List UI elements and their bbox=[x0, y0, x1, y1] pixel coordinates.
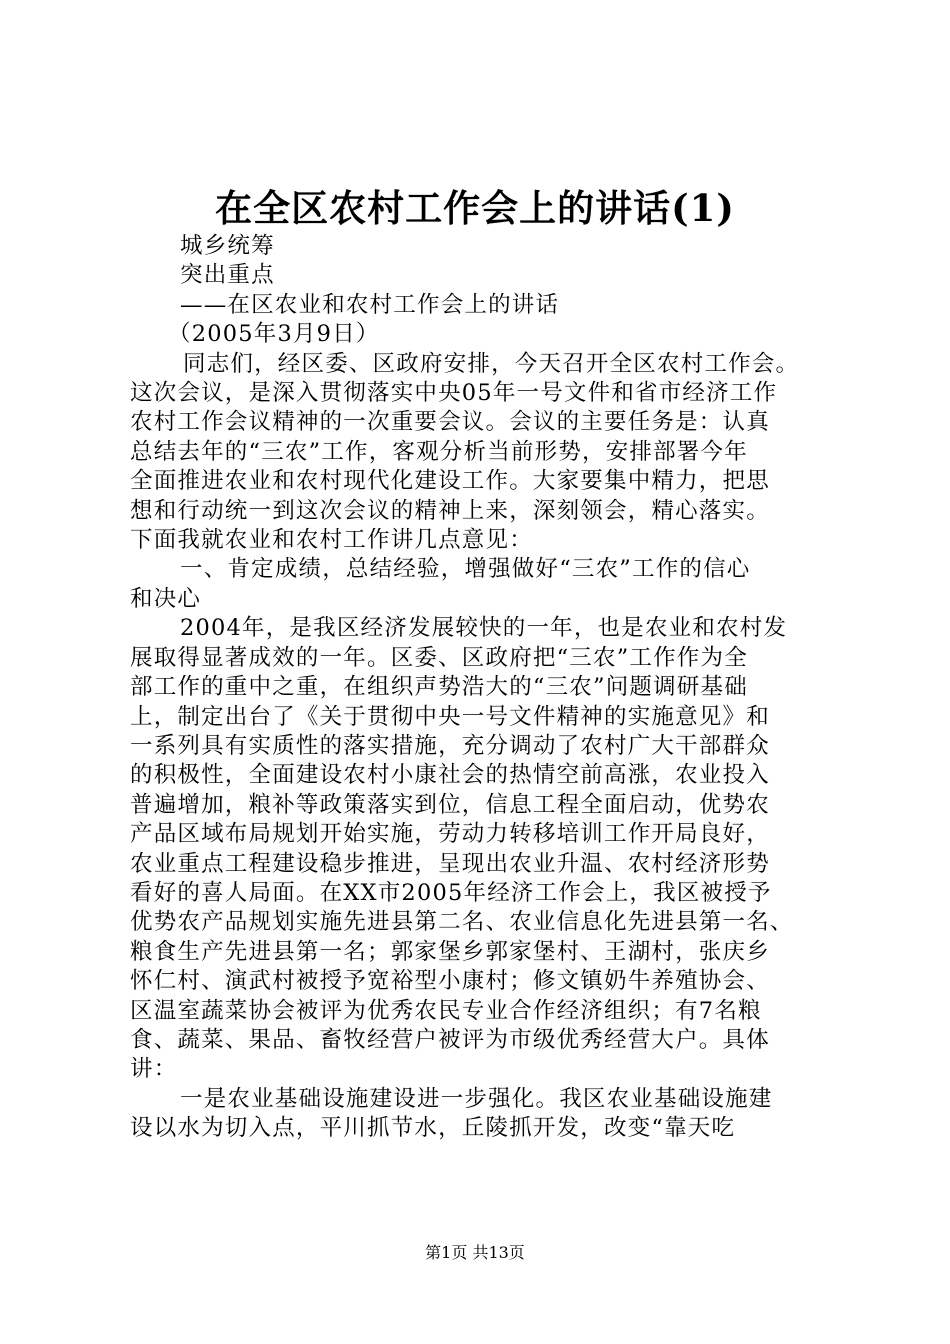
text-line: 普遍增加，粮补等政策落实到位，信息工程全面启动，优势农 bbox=[130, 791, 770, 818]
text-line: 一系列具有实质性的落实措施，充分调动了农村广大干部群众 bbox=[130, 732, 770, 759]
text-line: 一、肯定成绩，总结经验，增强做好“三农”工作的信心 bbox=[180, 556, 751, 583]
subtitle-line: 突出重点 bbox=[180, 262, 275, 289]
text-line: 2004年，是我区经济发展较快的一年，也是农业和农村发 bbox=[180, 615, 788, 642]
text-line: 看好的喜人局面。在XX市2005年经济工作会上，我区被授予 bbox=[130, 879, 772, 906]
text-line: 怀仁村、演武村被授予宽裕型小康村；修文镇奶牛养殖协会、 bbox=[130, 968, 770, 995]
text-line: 总结去年的“三农”工作，客观分析当前形势，安排部署今年 bbox=[130, 438, 748, 465]
text-line: 想和行动统一到这次会议的精神上来，深刻领会，精心落实。 bbox=[130, 497, 770, 524]
text-line: 的积极性，全面建设农村小康社会的热情空前高涨，农业投入 bbox=[130, 762, 770, 789]
text-line: 部工作的重中之重，在组织声势浩大的“三农”问题调研基础 bbox=[130, 674, 748, 701]
text-line: 上，制定出台了《关于贯彻中央一号文件精神的实施意见》和 bbox=[130, 703, 770, 730]
text-line: 同志们，经区委、区政府安排，今天召开全区农村工作会。 bbox=[183, 350, 800, 377]
text-line: 产品区域布局规划开始实施，劳动力转移培训工作开局良好， bbox=[130, 821, 770, 848]
text-line: 农业重点工程建设稳步推进，呈现出农业升温、农村经济形势 bbox=[130, 850, 770, 877]
page-indicator: 第1页 共13页 bbox=[425, 1243, 525, 1262]
date-line: （2005年3月9日） bbox=[168, 321, 380, 348]
page-title: 在全区农村工作会上的讲话(1) bbox=[215, 186, 735, 230]
text-line: 展取得显著成效的一年。区委、区政府把“三农”工作作为全 bbox=[130, 644, 748, 671]
speech-occasion-line: ——在区农业和农村工作会上的讲话 bbox=[180, 291, 560, 318]
text-line: 粮食生产先进县第一名；郭家堡乡郭家堡村、王湖村，张庆乡 bbox=[130, 938, 770, 965]
paragraph-infrastructure bbox=[130, 1085, 834, 1144]
text-line: 这次会议，是深入贯彻落实中央05年一号文件和省市经济工作 bbox=[130, 380, 778, 407]
text-line: 优势农产品规划实施先进县第二名、农业信息化先进县第一名、 bbox=[130, 909, 794, 936]
text-line: 一是农业基础设施建设进一步强化。我区农业基础设施建 bbox=[180, 1085, 773, 1112]
text-line: 和决心 bbox=[130, 585, 202, 612]
text-line: 设以水为切入点，平川抓节水，丘陵抓开发，改变“靠天吃 bbox=[130, 1115, 736, 1142]
text-line: 食、蔬菜、果品、畜牧经营户被评为市级优秀经营大户。具体 bbox=[130, 1026, 770, 1053]
paragraph-opening bbox=[130, 350, 834, 556]
text-line: 区温室蔬菜协会被评为优秀农民专业合作经济组织；有7名粮 bbox=[130, 997, 762, 1024]
paragraph-achievements bbox=[130, 614, 834, 1085]
text-line: 全面推进农业和农村现代化建设工作。大家要集中精力，把思 bbox=[130, 468, 770, 495]
section-heading bbox=[130, 555, 834, 614]
text-line: 下面我就农业和农村工作讲几点意见： bbox=[130, 527, 533, 554]
text-line: 讲： bbox=[130, 1056, 178, 1083]
subtitle-line: 城乡统筹 bbox=[180, 233, 275, 259]
text-line: 农村工作会议精神的一次重要会议。会议的主要任务是：认真 bbox=[130, 409, 770, 436]
document-body bbox=[130, 232, 834, 1144]
